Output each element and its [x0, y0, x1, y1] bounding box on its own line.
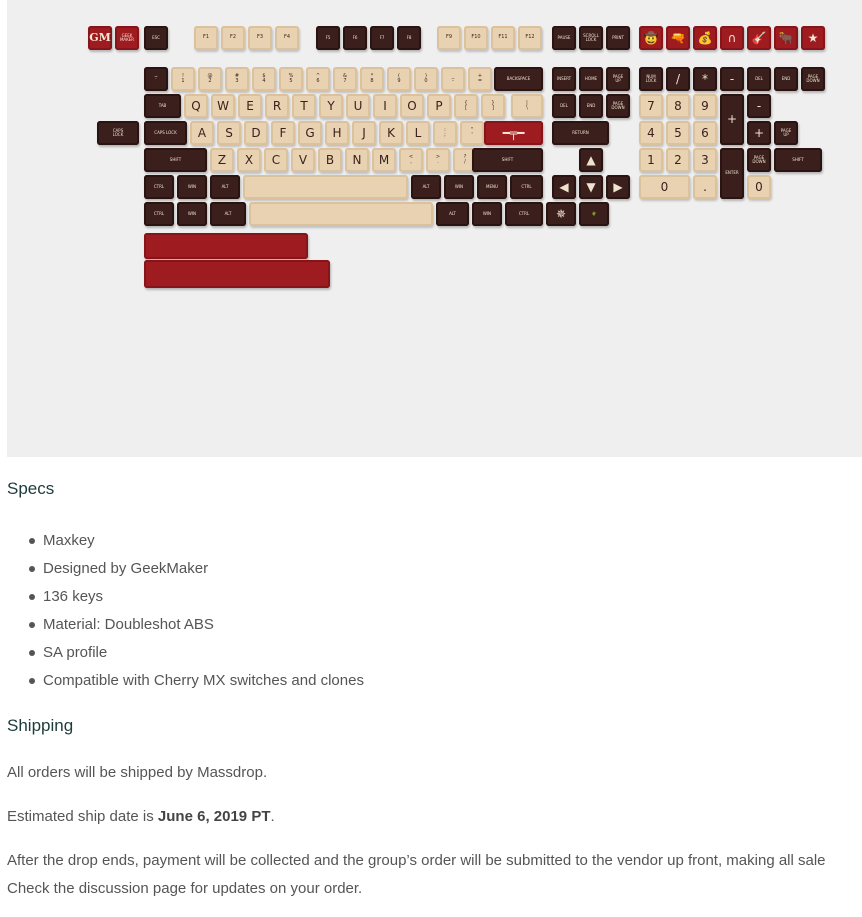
- keycap: TAB: [144, 94, 181, 118]
- keycap: CAPS LOCK: [97, 121, 139, 145]
- ship-date-text: Estimated ship date is June 6, 2019 PT.: [7, 808, 275, 826]
- keycap: B: [318, 148, 342, 172]
- keycap: END: [774, 67, 798, 91]
- keycap: PAGE UP: [774, 121, 798, 145]
- keycap: DEL: [747, 67, 771, 91]
- keycap: C: [264, 148, 288, 172]
- keycap: 6: [693, 121, 717, 145]
- keycap: 🔫: [666, 26, 690, 50]
- keycap: ★: [801, 26, 825, 50]
- keycap: GM: [88, 26, 112, 50]
- keycap: Q: [184, 94, 208, 118]
- keycap: F8: [397, 26, 421, 50]
- keycap: 0: [639, 175, 690, 199]
- keycap: O: [400, 94, 424, 118]
- keycap: END: [579, 94, 603, 118]
- keycap: < ,: [399, 148, 423, 172]
- list-item: Material: Doubleshot ABS: [7, 611, 862, 639]
- keycap: +: [720, 94, 744, 145]
- keycap: CTRL: [144, 175, 174, 199]
- keycap: $ 4: [252, 67, 276, 91]
- keycap: + =: [468, 67, 492, 91]
- keycap: PAGE DOWN: [801, 67, 825, 91]
- keycap: J: [352, 121, 376, 145]
- keycap: " ': [460, 121, 484, 145]
- keycap: WIN: [177, 175, 207, 199]
- keycap: } ]: [481, 94, 505, 118]
- keycap: I: [373, 94, 397, 118]
- keycap: ◀: [552, 175, 576, 199]
- shipping-carrier-text: All orders will be shipped by Massdrop.: [7, 764, 268, 782]
- list-item: Maxkey: [7, 527, 862, 555]
- keycap: -: [720, 67, 744, 91]
- keycap: ALT: [210, 202, 246, 226]
- keycap: SHIFT: [472, 148, 543, 172]
- keycap: P: [427, 94, 451, 118]
- product-image: [7, 0, 862, 457]
- keycap: ! 1: [171, 67, 195, 91]
- bullet-icon: [29, 678, 35, 684]
- keycap: 🐂: [774, 26, 798, 50]
- keycap: ^ 6: [306, 67, 330, 91]
- keycap: E: [238, 94, 262, 118]
- bullet-icon: [29, 566, 35, 572]
- keycap: ALT: [436, 202, 469, 226]
- keycap: CTRL: [510, 175, 543, 199]
- keycap: ∩: [720, 26, 744, 50]
- keycap: 🤠: [639, 26, 663, 50]
- keycap: Y: [319, 94, 343, 118]
- keycap: WIN: [177, 202, 207, 226]
- list-item: 136 keys: [7, 583, 862, 611]
- keycap: NUM LOCK: [639, 67, 663, 91]
- keycap: DEL: [552, 94, 576, 118]
- keycap: G: [298, 121, 322, 145]
- keycap: F7: [370, 26, 394, 50]
- keycap: 4: [639, 121, 663, 145]
- keycap: ALT: [210, 175, 240, 199]
- keycap: % 5: [279, 67, 303, 91]
- keycap: @ 2: [198, 67, 222, 91]
- keycap: ▶: [606, 175, 630, 199]
- keycap: 🌵: [579, 202, 609, 226]
- keycap: Z: [210, 148, 234, 172]
- keycap: & 7: [333, 67, 357, 91]
- specs-heading: Specs: [7, 479, 55, 498]
- discussion-info-text: Check the discussion page for updates on your order.: [7, 880, 363, 898]
- keycap: F1: [194, 26, 218, 50]
- keycap: * 8: [360, 67, 384, 91]
- keycap: SHIFT: [144, 148, 207, 172]
- keycap: ) 0: [414, 67, 438, 91]
- keycap: WIN: [472, 202, 502, 226]
- keycap: PAGE DOWN: [606, 94, 630, 118]
- keycap: ▲: [579, 148, 603, 172]
- keycap: L: [406, 121, 430, 145]
- keycap: | \: [511, 94, 543, 118]
- keycap: ━╤━: [484, 121, 543, 145]
- keycap: { [: [454, 94, 478, 118]
- keycap: : ;: [433, 121, 457, 145]
- keycap: H: [325, 121, 349, 145]
- keycap: _ -: [441, 67, 465, 91]
- keycap: PAUSE: [552, 26, 576, 50]
- ship-date: June 6, 2019 PT: [157, 808, 271, 826]
- keycap: M: [372, 148, 396, 172]
- bullet-icon: [29, 650, 35, 656]
- keycap: [144, 233, 308, 259]
- keycap: MENU: [477, 175, 507, 199]
- keycap: RETURN: [552, 121, 609, 145]
- keycap: F: [271, 121, 295, 145]
- bullet-icon: [29, 594, 35, 600]
- keycap: F5: [316, 26, 340, 50]
- keycap: 8: [666, 94, 690, 118]
- bullet-icon: [29, 538, 35, 544]
- keycap: F12: [518, 26, 542, 50]
- keycap: CTRL: [505, 202, 543, 226]
- shipping-heading: Shipping: [7, 716, 74, 736]
- keycap: F10: [464, 26, 488, 50]
- bullet-icon: [29, 622, 35, 628]
- keycap: U: [346, 94, 370, 118]
- specs-list: [7, 527, 862, 695]
- keycap: T: [292, 94, 316, 118]
- keycap: W: [211, 94, 235, 118]
- keycap: [249, 202, 433, 226]
- keycap: F4: [275, 26, 299, 50]
- payment-info-text: After the drop ends, payment will be collected and the group’s order will be submitted to the vendor up front, making all sale: [7, 852, 826, 870]
- list-item: SA profile: [7, 639, 862, 667]
- keycap: X: [237, 148, 261, 172]
- keycap: /: [666, 67, 690, 91]
- keycap: +: [747, 121, 771, 145]
- keycap: 3: [693, 148, 717, 172]
- keycap: F9: [437, 26, 461, 50]
- keycap: INSERT: [552, 67, 576, 91]
- keycap: 7: [639, 94, 663, 118]
- keycap: ? /: [453, 148, 477, 172]
- keycap: PAGE UP: [606, 67, 630, 91]
- keycap: WIN: [444, 175, 474, 199]
- keycap: BACKSPACE: [494, 67, 543, 91]
- keycap: PRINT: [606, 26, 630, 50]
- list-item: Compatible with Cherry MX switches and clones: [7, 667, 862, 695]
- keycap: F3: [248, 26, 272, 50]
- keycap: 2: [666, 148, 690, 172]
- keycap: N: [345, 148, 369, 172]
- keycap: -: [747, 94, 771, 118]
- keycap: ENTER: [720, 148, 744, 199]
- keycap: CTRL: [144, 202, 174, 226]
- keycap: HOME: [579, 67, 603, 91]
- keycap: GEEK MAKER: [115, 26, 139, 50]
- keycap: K: [379, 121, 403, 145]
- keycap: [243, 175, 408, 199]
- keycap: 1: [639, 148, 663, 172]
- keycap: SHIFT: [774, 148, 822, 172]
- keycap: ALT: [411, 175, 441, 199]
- keyboard-render: [7, 0, 862, 457]
- keycap: # 3: [225, 67, 249, 91]
- keycap: R: [265, 94, 289, 118]
- keycap: [144, 260, 330, 288]
- keycap: A: [190, 121, 214, 145]
- keycap: PAGE DOWN: [747, 148, 771, 172]
- product-description: [7, 478, 862, 903]
- keycap: 5: [666, 121, 690, 145]
- keycap: ( 9: [387, 67, 411, 91]
- keycap: F6: [343, 26, 367, 50]
- keycap: ~ `: [144, 67, 168, 91]
- keycap: F2: [221, 26, 245, 50]
- keycap: F11: [491, 26, 515, 50]
- keycap: ▼: [579, 175, 603, 199]
- keycap: 💰: [693, 26, 717, 50]
- keycap: 0: [747, 175, 771, 199]
- keycap: ESC: [144, 26, 168, 50]
- keycap: > .: [426, 148, 450, 172]
- keycap: V: [291, 148, 315, 172]
- keycap: .: [693, 175, 717, 199]
- keycap: S: [217, 121, 241, 145]
- list-item: Designed by GeekMaker: [7, 555, 862, 583]
- keycap: *: [693, 67, 717, 91]
- keycap: D: [244, 121, 268, 145]
- keycap: 9: [693, 94, 717, 118]
- keycap: 🎸: [747, 26, 771, 50]
- keycap: ✵: [546, 202, 576, 226]
- keycap: CAPS LOCK: [144, 121, 187, 145]
- keycap: SCROLL LOCK: [579, 26, 603, 50]
